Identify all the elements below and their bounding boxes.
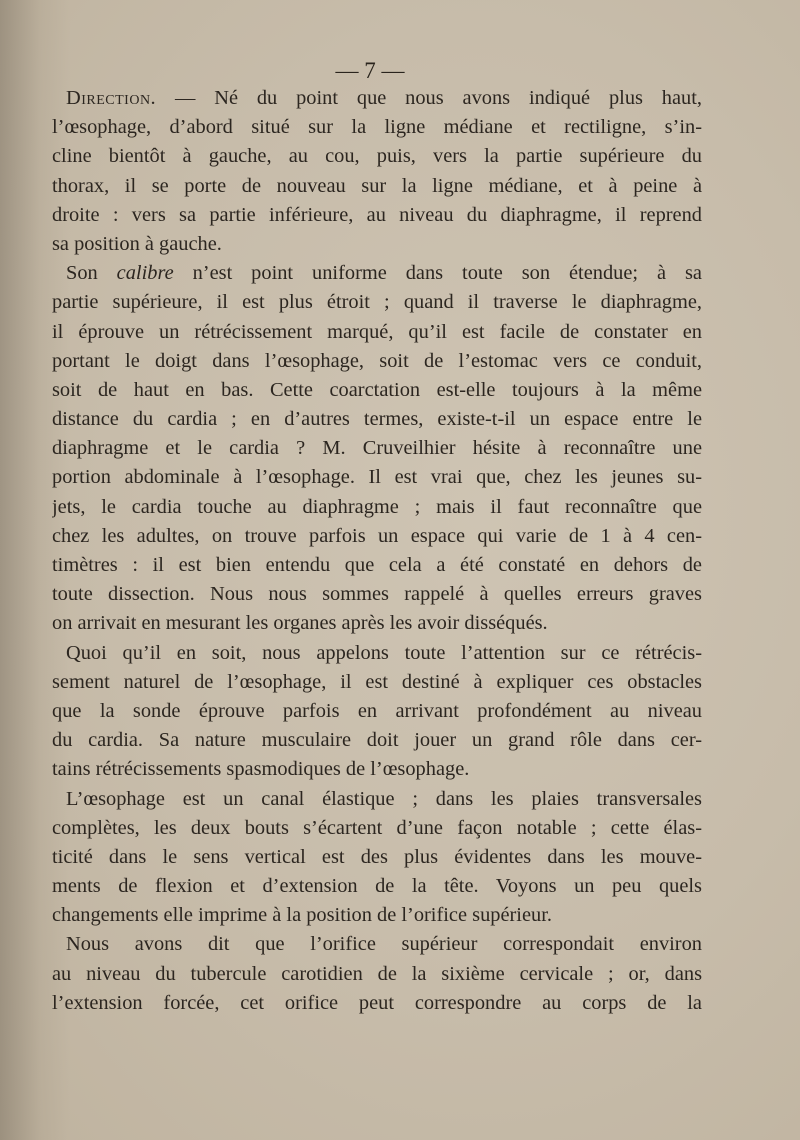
text-segment: Quoi qu’il en soit, nous appelons toute l’attention sur ce rétrécis-	[66, 641, 702, 664]
text-line	[52, 960, 702, 989]
text-segment: ments de flexion et d’extension de la tête. Voyons un peu quels	[52, 875, 702, 898]
text-line	[52, 843, 702, 872]
text-segment: Nous avons dit que l’orifice supérieur correspondait environ	[66, 933, 702, 956]
text-line	[52, 288, 702, 317]
text-segment: au niveau du tubercule carotidien de la sixième cervicale ; or, dans	[52, 962, 702, 985]
text-line	[52, 113, 702, 142]
text-line	[52, 493, 702, 522]
text-line	[52, 697, 702, 726]
text-segment: tains rétrécissements spasmodiques de l’œsophage.	[52, 758, 470, 781]
text-line	[52, 259, 702, 288]
emphasis: calibre	[116, 262, 174, 285]
text-line	[52, 522, 702, 551]
text-line	[52, 463, 702, 492]
text-line	[52, 230, 702, 259]
text-line	[52, 639, 702, 668]
text-line	[52, 785, 702, 814]
text-line	[52, 668, 702, 697]
text-line	[52, 376, 702, 405]
text-segment: complètes, les deux bouts s’écartent d’une façon notable ; cette élas-	[52, 816, 702, 839]
text-segment: que la sonde éprouve parfois en arrivant profondément au niveau	[52, 699, 702, 722]
text-segment: distance du cardia ; en d’autres termes, existe-t-il un espace entre le	[52, 408, 702, 431]
text-segment: du cardia. Sa nature musculaire doit jouer un grand rôle dans cer-	[52, 729, 702, 752]
text-line	[52, 580, 702, 609]
text-segment: sement naturel de l’œsophage, il est destiné à expliquer ces obstacles	[52, 670, 702, 693]
text-line	[52, 609, 702, 638]
text-segment: toute dissection. Nous nous sommes rappelé à quelles erreurs graves	[52, 583, 702, 606]
text-segment: portant le doigt dans l’œsophage, soit de l’estomac vers ce conduit,	[52, 349, 702, 372]
text-segment: sa position à gauche.	[52, 232, 222, 255]
text-line	[52, 172, 702, 201]
text-segment: cline bientôt à gauche, au cou, puis, vers la partie supérieure du	[52, 145, 702, 168]
text-line	[52, 872, 702, 901]
text-segment: partie supérieure, il est plus étroit ; quand il traverse le diaphragme,	[52, 291, 702, 314]
text-segment: jets, le cardia touche au diaphragme ; mais il faut reconnaître que	[52, 495, 702, 518]
text-line	[52, 84, 702, 113]
text-segment: l’extension forcée, cet orifice peut correspondre au corps de la	[52, 991, 702, 1014]
text-segment: chez les adultes, on trouve parfois un espace qui varie de 1 à 4 cen-	[52, 524, 702, 547]
text-line	[52, 318, 702, 347]
text-line	[52, 989, 702, 1018]
text-segment: soit de haut en bas. Cette coarctation est-elle toujours à la même	[52, 378, 702, 401]
text-segment: thorax, il se porte de nouveau sur la ligne médiane, et à peine à	[52, 174, 702, 197]
text-segment: diaphragme et le cardia ? M. Cruveilhier hésite à reconnaître une	[52, 437, 702, 460]
text-segment: timètres : il est bien entendu que cela a été constaté en dehors de	[52, 554, 702, 576]
text-segment: n’est point uniforme dans toute son étendue; à sa	[173, 262, 702, 285]
text-line	[52, 755, 702, 784]
text-segment: L’œsophage est un canal élastique ; dans les plaies transversales	[66, 787, 702, 810]
text-line	[52, 201, 702, 230]
text-segment: l’œsophage, d’abord situé sur la ligne médiane et rectiligne, s’in-	[52, 116, 702, 139]
text-line	[52, 142, 702, 171]
body-text	[52, 84, 702, 1018]
text-segment: droite : vers sa partie inférieure, au niveau du diaphragme, il reprend	[52, 203, 702, 226]
text-segment: il éprouve un rétrécissement marqué, qu’il est facile de constater en	[52, 320, 702, 343]
text-segment: on arrivait en mesurant les organes après les avoir disséqués.	[52, 612, 548, 635]
text-line	[52, 726, 702, 755]
text-segment: portion abdominale à l’œsophage. Il est vrai que, chez les jeunes su-	[52, 466, 702, 489]
text-segment: changements elle imprime à la position de l’orifice supérieur.	[52, 904, 552, 927]
text-line	[52, 930, 702, 959]
text-segment: Son	[66, 262, 117, 285]
section-heading: Direction.	[66, 87, 157, 109]
text-line	[52, 434, 702, 463]
text-line	[52, 901, 702, 930]
text-segment: ticité dans le sens vertical est des plus évidentes dans les mouve-	[52, 845, 702, 868]
text-segment: — Né du point que nous avons indiqué plus haut,	[156, 87, 702, 109]
text-line	[52, 551, 702, 580]
page-number: — 7 —	[335, 58, 405, 83]
text-line	[52, 405, 702, 434]
text-line	[52, 814, 702, 843]
text-line	[52, 347, 702, 376]
